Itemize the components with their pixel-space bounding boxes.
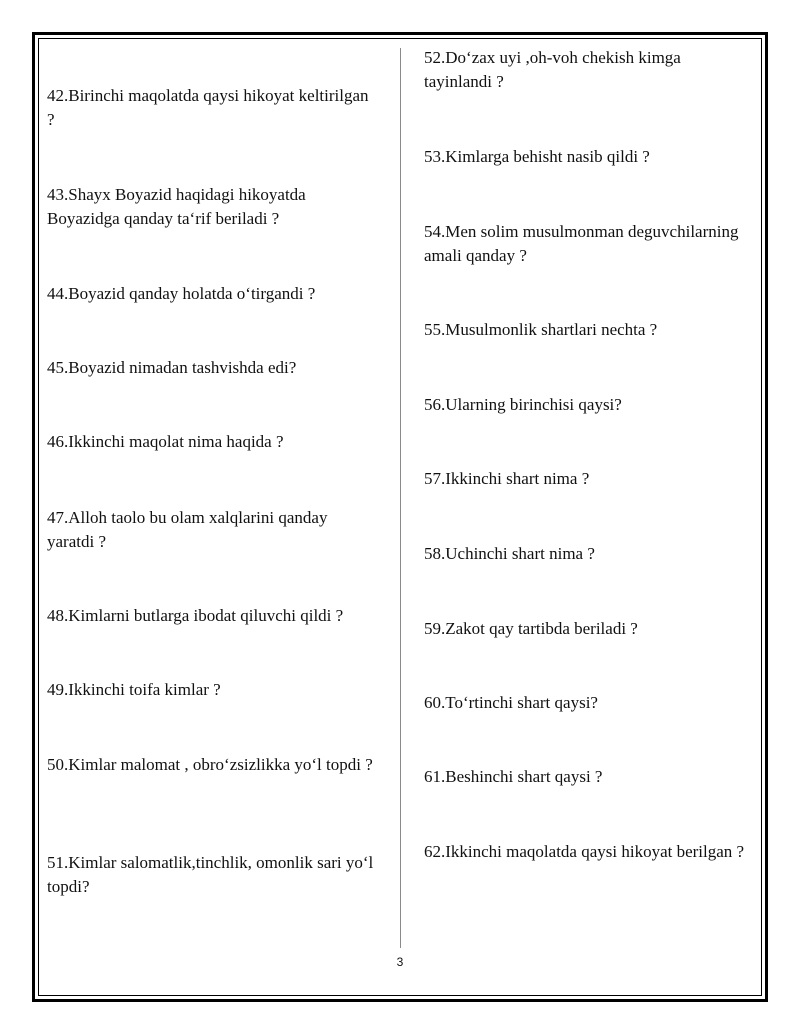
column-divider xyxy=(400,48,401,948)
question-46: 46.Ikkinchi maqolat nima haqida ? xyxy=(47,432,284,451)
question-49: 49.Ikkinchi toifa kimlar ? xyxy=(47,680,221,699)
question-51: 51.Kimlar salomatlik,tinchlik, omonlik sari yo‘l topdi? xyxy=(47,853,374,896)
question-42: 42.Birinchi maqolatda qaysi hikoyat keltirilgan ? xyxy=(47,86,369,129)
question-52: 52.Do‘zax uyi ,oh-voh chekish kimga tayinlandi ? xyxy=(424,48,681,91)
question-62: 62.Ikkinchi maqolatda qaysi hikoyat berilgan ? xyxy=(424,842,745,861)
question-43: 43.Shayx Boyazid haqidagi hikoyatda Boyazidga qanday ta‘rif beriladi ? xyxy=(47,185,306,228)
question-47: 47.Alloh taolo bu olam xalqlarini qanday yaratdi ? xyxy=(47,508,328,551)
question-59: 59.Zakot qay tartibda beriladi ? xyxy=(424,619,638,638)
question-44: 44.Boyazid qanday holatda o‘tirgandi ? xyxy=(47,284,316,303)
question-54: 54.Men solim musulmonman deguvchilarning amali qanday ? xyxy=(424,222,739,265)
question-50: 50.Kimlar malomat , obro‘zsizlikka yo‘l topdi ? xyxy=(47,755,373,774)
question-45: 45.Boyazid nimadan tashvishda edi? xyxy=(47,358,297,377)
question-48: 48.Kimlarni butlarga ibodat qiluvchi qildi ? xyxy=(47,606,344,625)
question-58: 58.Uchinchi shart nima ? xyxy=(424,544,595,563)
question-55: 55.Musulmonlik shartlari nechta ? xyxy=(424,320,658,339)
question-57: 57.Ikkinchi shart nima ? xyxy=(424,469,590,488)
question-53: 53.Kimlarga behisht nasib qildi ? xyxy=(424,147,650,166)
question-61: 61.Beshinchi shart qaysi ? xyxy=(424,767,603,786)
question-56: 56.Ularning birinchisi qaysi? xyxy=(424,395,622,414)
question-60: 60.To‘rtinchi shart qaysi? xyxy=(424,693,598,712)
page-number: 3 xyxy=(396,955,404,969)
